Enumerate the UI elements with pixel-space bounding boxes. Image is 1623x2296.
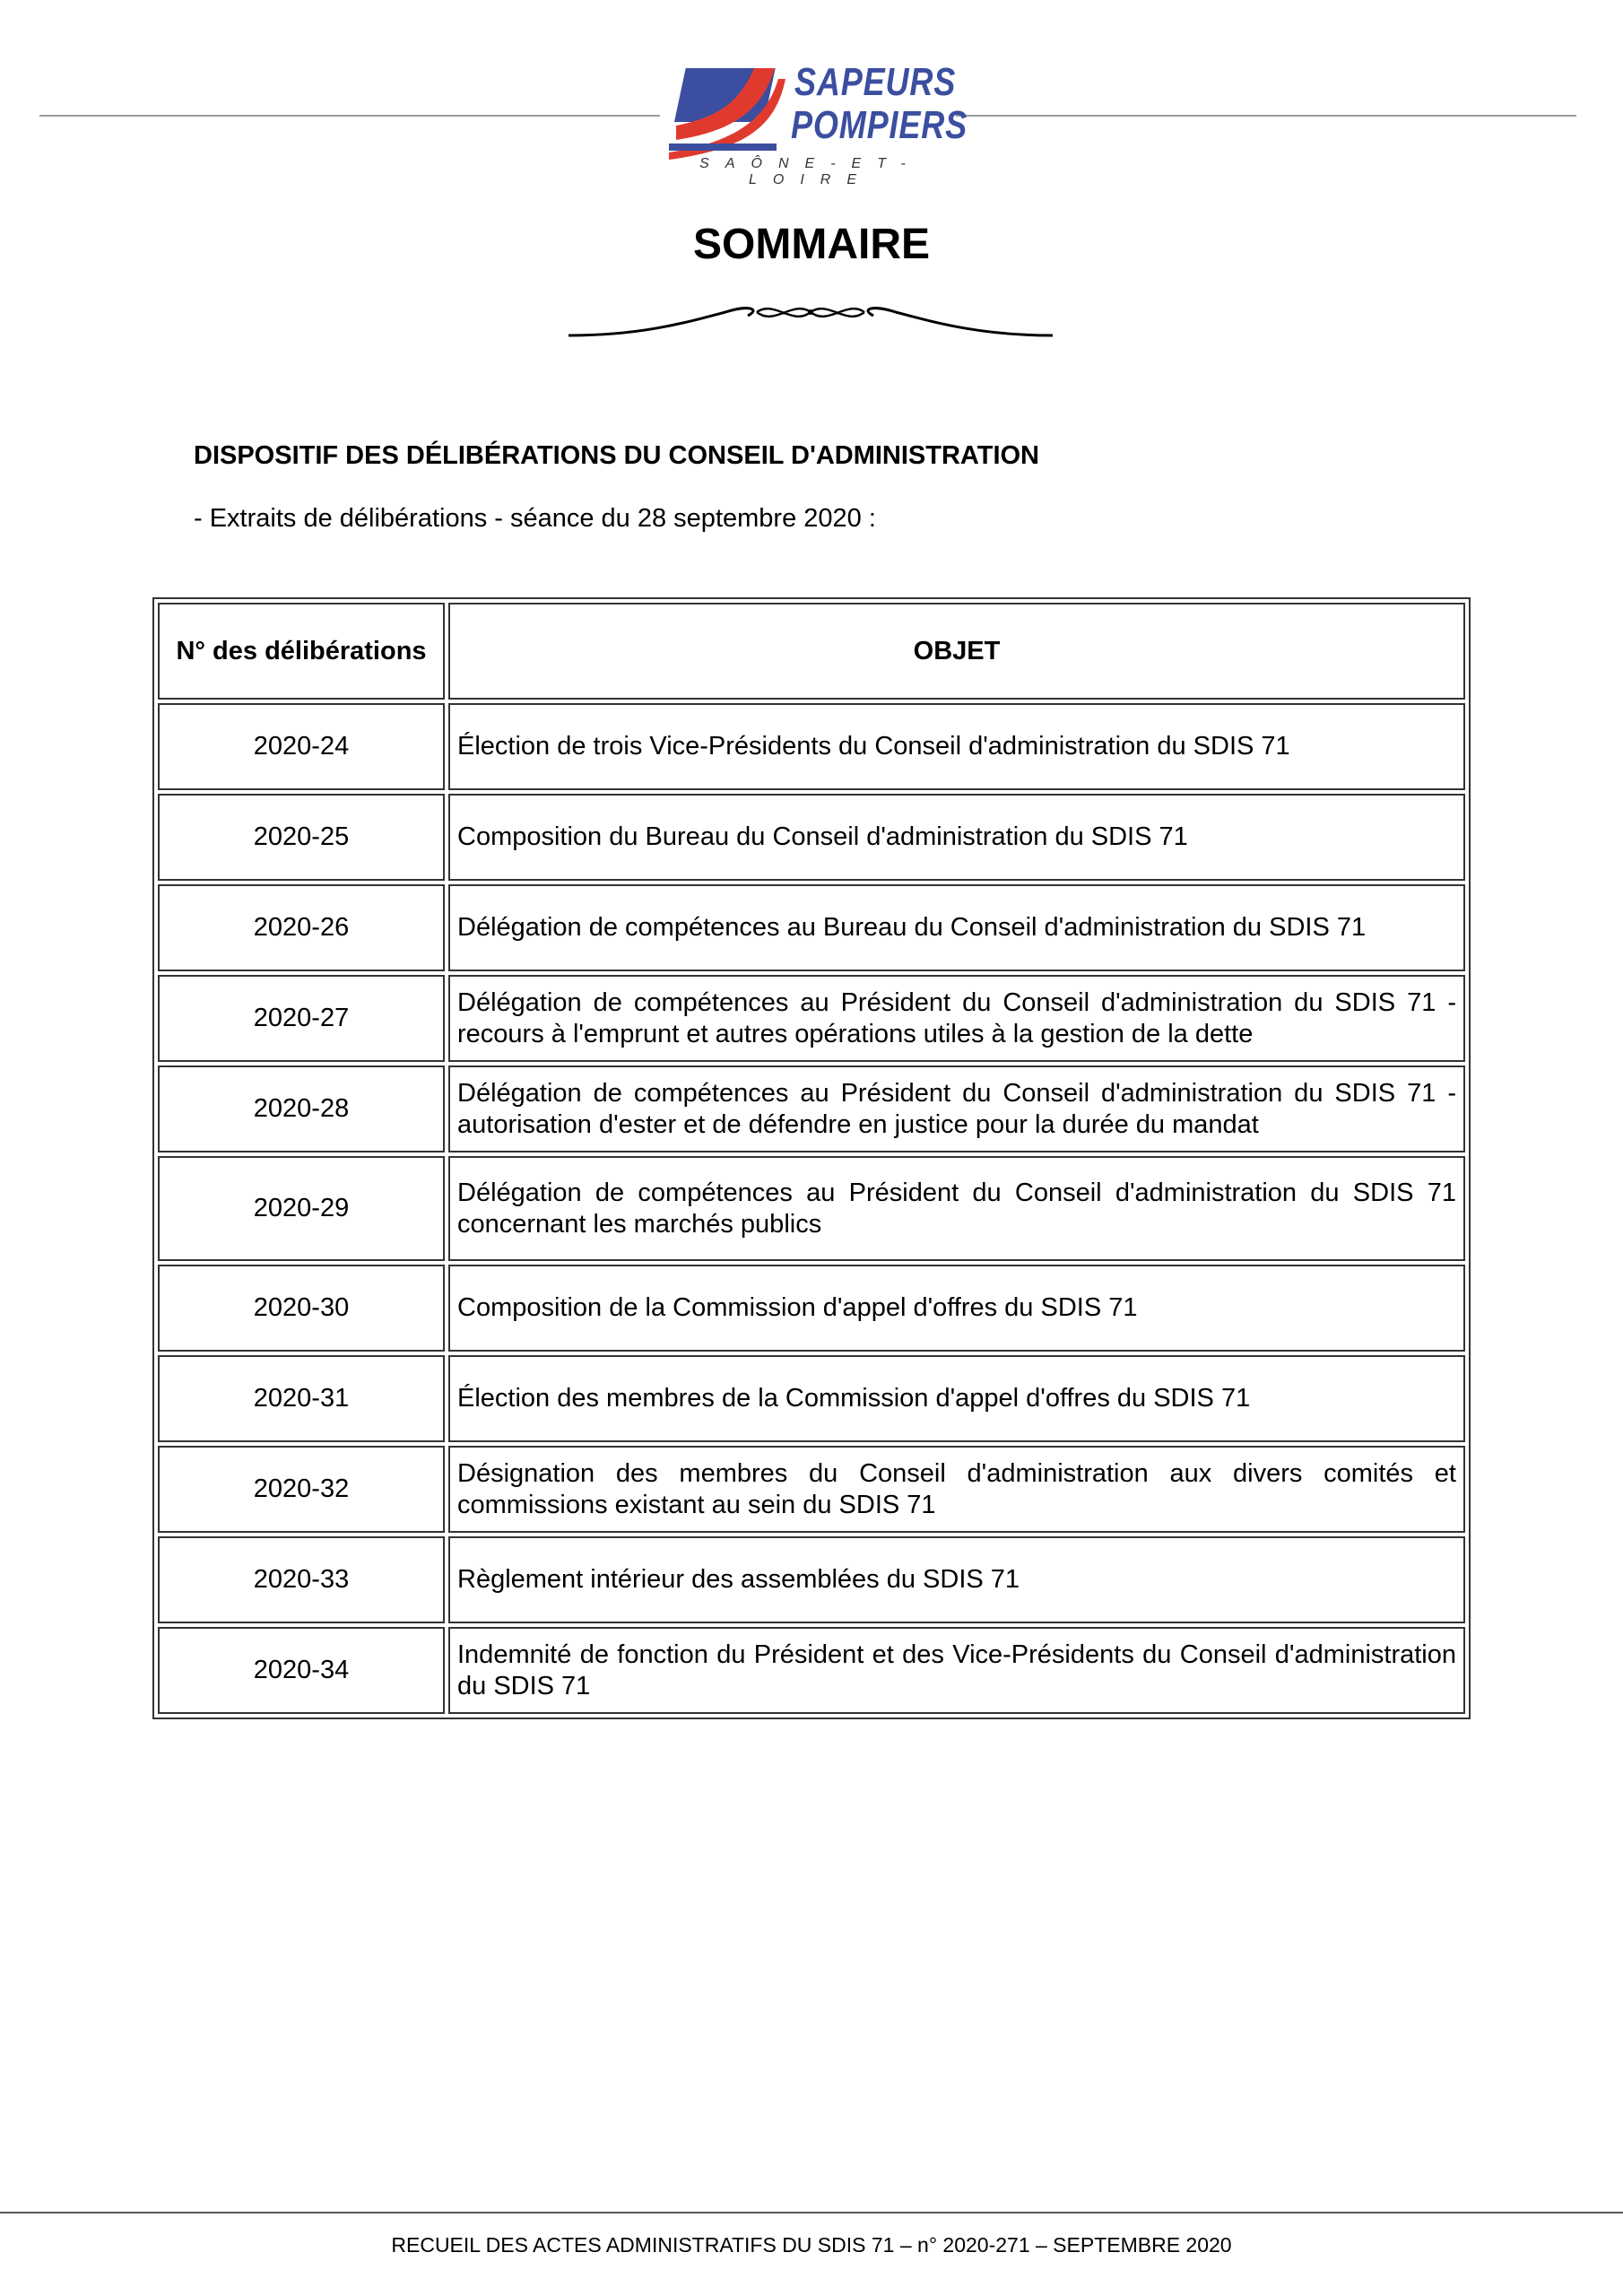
header-rule-right [956, 115, 1576, 117]
table-row [158, 1627, 1465, 1714]
table-row [158, 1536, 1465, 1623]
table-row [158, 1355, 1465, 1442]
logo-text-pompiers: POMPIERS [791, 103, 968, 147]
page-title: SOMMAIRE [693, 221, 930, 268]
section-subtitle: - Extraits de délibérations - séance du 28 septembre 2020 : [194, 504, 876, 533]
deliberation-object: Composition de la Commission d'appel d'offres du SDIS 71 [448, 1265, 1465, 1352]
deliberation-number: 2020-32 [158, 1446, 445, 1533]
deliberation-object: Délégation de compétences au Président du Conseil d'administration du SDIS 71 - autorisation d'ester et de défendre en justice pour la durée du mandat [448, 1065, 1465, 1152]
page-footer: RECUEIL DES ACTES ADMINISTRATIFS DU SDIS 71 – n° 2020-271 – SEPTEMBRE 2020 [391, 2233, 1232, 2257]
table-row [158, 884, 1465, 971]
deliberation-number: 2020-30 [158, 1265, 445, 1352]
deliberation-number: 2020-27 [158, 975, 445, 1062]
table-row [158, 703, 1465, 790]
table-row [158, 975, 1465, 1062]
deliberation-object: Élection des membres de la Commission d'appel d'offres du SDIS 71 [448, 1355, 1465, 1442]
sdis-logo [669, 59, 968, 187]
deliberation-object: Délégation de compétences au Président du Conseil d'administration du SDIS 71 concernant les marchés publics [448, 1156, 1465, 1261]
header-objet: OBJET [448, 603, 1465, 700]
deliberation-number: 2020-26 [158, 884, 445, 971]
logo-subtitle: SAÔNE-ET-LOIRE [699, 156, 922, 187]
deliberation-number: 2020-31 [158, 1355, 445, 1442]
logo-swoosh-icon [669, 63, 785, 161]
table-header-row [158, 603, 1465, 700]
deliberation-object: Indemnité de fonction du Président et des Vice-Présidents du Conseil d'administration du SDIS 71 [448, 1627, 1465, 1714]
deliberation-number: 2020-34 [158, 1627, 445, 1714]
deliberation-number: 2020-25 [158, 794, 445, 881]
deliberation-number: 2020-29 [158, 1156, 445, 1261]
deliberation-number: 2020-33 [158, 1536, 445, 1623]
deliberation-object: Désignation des membres du Conseil d'administration aux divers comités et commissions existant au sein du SDIS 71 [448, 1446, 1465, 1533]
footer-rule [0, 2212, 1623, 2213]
table-row [158, 1156, 1465, 1261]
table-row [158, 794, 1465, 881]
ornament-divider-icon [568, 296, 1053, 341]
section-title: DISPOSITIF DES DÉLIBÉRATIONS DU CONSEIL D'ADMINISTRATION [194, 441, 1039, 470]
deliberations-table [152, 597, 1471, 1719]
header-rule-left [39, 115, 660, 117]
deliberation-object: Élection de trois Vice-Présidents du Conseil d'administration du SDIS 71 [448, 703, 1465, 790]
deliberation-object: Délégation de compétences au Président du Conseil d'administration du SDIS 71 - recours à l'emprunt et autres opérations utiles à la gestion de la dette [448, 975, 1465, 1062]
table-row [158, 1065, 1465, 1152]
deliberation-object: Composition du Bureau du Conseil d'administration du SDIS 71 [448, 794, 1465, 881]
table-row [158, 1265, 1465, 1352]
logo-text-sapeurs: SAPEURS [794, 60, 957, 104]
table-row [158, 1446, 1465, 1533]
deliberation-number: 2020-28 [158, 1065, 445, 1152]
deliberation-object: Délégation de compétences au Bureau du Conseil d'administration du SDIS 71 [448, 884, 1465, 971]
deliberation-object: Règlement intérieur des assemblées du SDIS 71 [448, 1536, 1465, 1623]
header-numero: N° des délibérations [158, 603, 445, 700]
deliberation-number: 2020-24 [158, 703, 445, 790]
